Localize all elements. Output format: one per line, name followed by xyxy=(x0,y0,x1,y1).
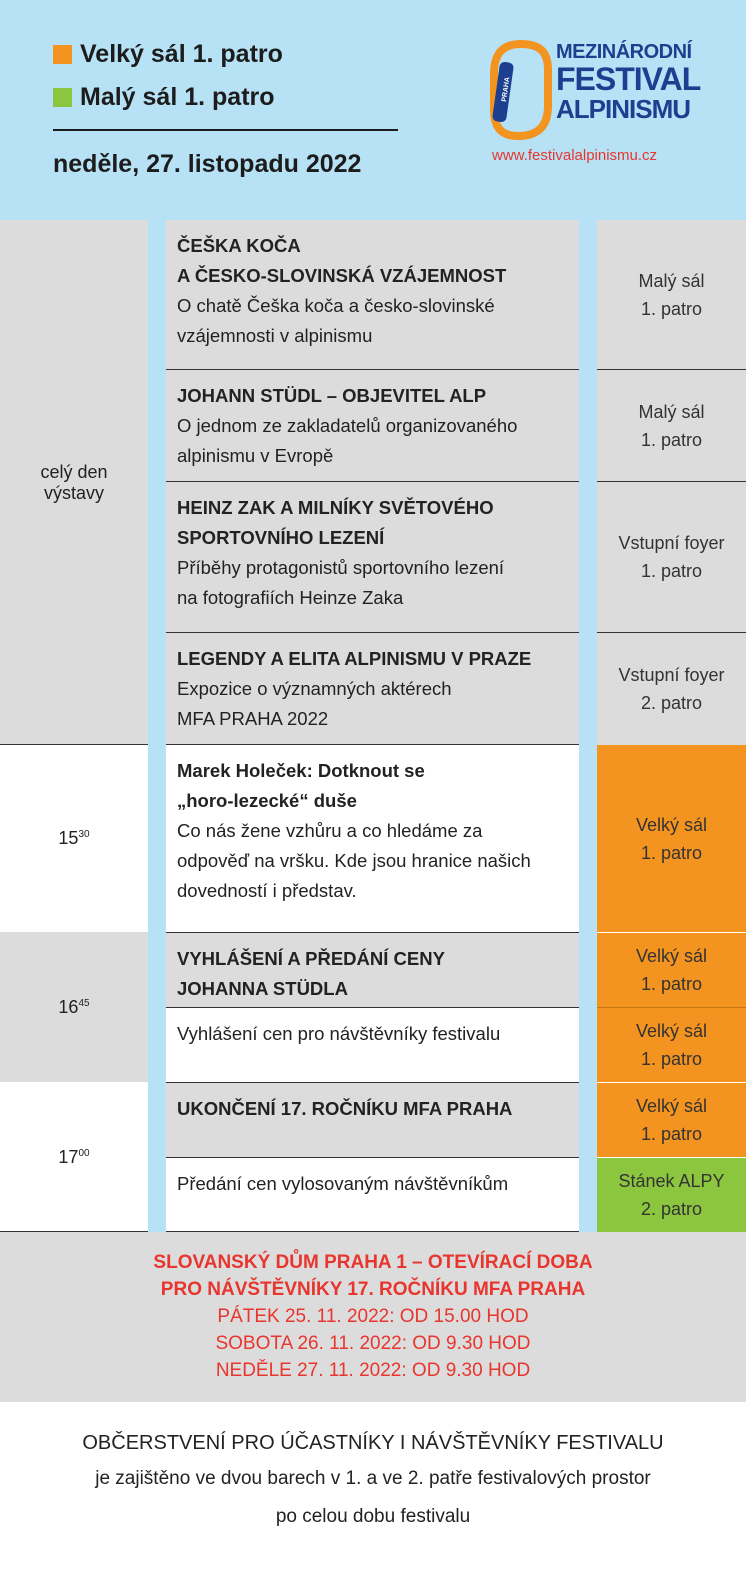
event-description: na fotografiích Heinze Zaka xyxy=(177,587,404,608)
divider xyxy=(53,129,398,131)
legend-label: Malý sál 1. patro xyxy=(80,83,275,111)
opening-hours-notice xyxy=(0,1232,746,1402)
event-description: Příběhy protagonistů sportovního lezení xyxy=(177,557,505,578)
location-line: Stánek ALPY xyxy=(618,1171,725,1191)
event-title: LEGENDY A ELITA ALPINISMU V PRAZE xyxy=(177,648,532,669)
column-gap xyxy=(148,220,166,1232)
refreshments-footer xyxy=(0,1402,746,1579)
green-swatch xyxy=(53,88,72,107)
event-title: „horo-lezecké“ duše xyxy=(177,790,357,811)
event-description: O jednom ze zakladatelů organizovaného xyxy=(177,415,518,436)
event-description: Expozice o významných aktérech xyxy=(177,678,452,699)
event-description: alpinismu v Evropě xyxy=(177,445,334,466)
footer-text: je zajištěno ve dvou barech v 1. a ve 2. patře festivalových prostor xyxy=(95,1468,651,1489)
location-line: 1. patro xyxy=(640,430,703,450)
location-line: Malý sál xyxy=(638,402,705,422)
location-line: 1. patro xyxy=(640,299,703,319)
event-title: Marek Holeček: Dotknout se xyxy=(177,760,425,781)
program-item xyxy=(166,933,579,1007)
event-description: Co nás žene vzhůru a co hledáme za xyxy=(177,820,483,841)
program-item xyxy=(166,1158,579,1232)
opening-hours-line: SOBOTA 26. 11. 2022: OD 9.30 HOD xyxy=(215,1333,531,1354)
notice-heading: PRO NÁVŠTĚVNÍKY 17. ROČNÍKU MFA PRAHA xyxy=(160,1279,586,1300)
time-hour: 15 xyxy=(58,828,79,848)
legend-item-small-hall xyxy=(53,83,275,112)
location-cell xyxy=(597,220,746,370)
location-line: 1. patro xyxy=(640,842,703,863)
header xyxy=(0,0,746,220)
festival-logo xyxy=(490,40,701,145)
opening-hours-line: NEDĚLE 27. 11. 2022: OD 9.30 HOD xyxy=(215,1360,531,1381)
program-item xyxy=(166,1083,579,1157)
event-description: odpověď na vršku. Kde jsou hranice našich xyxy=(177,850,531,871)
event-description: O chatě Češka koča a česko-slovinské xyxy=(177,295,495,316)
exhibition-item xyxy=(166,220,579,370)
location-line: Velký sál xyxy=(635,946,708,966)
event-date: neděle, 27. listopadu 2022 xyxy=(53,150,362,178)
time-minutes: 45 xyxy=(78,997,90,1009)
location-cell xyxy=(597,1008,746,1082)
exhibition-item xyxy=(166,370,579,482)
location-line: Velký sál xyxy=(635,1021,708,1041)
event-description: dovedností i představ. xyxy=(177,880,357,901)
event-title: HEINZ ZAK A MILNÍKY SVĚTOVÉHO xyxy=(177,497,494,518)
logo-line-3: ALPINISMU xyxy=(556,94,690,124)
location-line: Velký sál xyxy=(635,814,708,835)
time-hour: 17 xyxy=(58,1146,79,1167)
event-description: Vyhlášení cen pro návštěvníky festivalu xyxy=(177,1023,501,1044)
footer-heading: OBČERSTVENÍ PRO ÚČASTNÍKY I NÁVŠTĚVNÍKY FESTIVALU xyxy=(82,1432,664,1454)
location-line: 2. patro xyxy=(640,693,703,713)
time-label-line: výstavy xyxy=(43,482,104,503)
carabiner-icon xyxy=(490,40,552,140)
event-title: ČEŠKA KOČA xyxy=(177,235,301,256)
program-item xyxy=(166,1008,579,1082)
notice-heading: SLOVANSKÝ DŮM PRAHA 1 – OTEVÍRACÍ DOBA xyxy=(153,1252,593,1273)
legend-item-big-hall xyxy=(53,40,283,69)
time-cell-1700 xyxy=(0,1082,148,1232)
time-cell-1530 xyxy=(0,745,148,932)
time-hour: 16 xyxy=(58,996,79,1017)
event-title: VYHLÁŠENÍ A PŘEDÁNÍ CENY xyxy=(177,948,445,969)
legend-label: Velký sál 1. patro xyxy=(80,40,283,68)
location-cell xyxy=(597,1083,746,1157)
time-minutes: 00 xyxy=(78,1147,90,1159)
location-line: 1. patro xyxy=(640,1049,703,1069)
location-cell xyxy=(597,370,746,482)
location-line: 1. patro xyxy=(640,1124,703,1144)
event-title: A ČESKO-SLOVINSKÁ VZÁJEMNOST xyxy=(177,265,507,286)
time-cell-1645 xyxy=(0,932,148,1082)
event-title: UKONČENÍ 17. ROČNÍKU MFA PRAHA xyxy=(177,1098,513,1119)
opening-hours-line: PÁTEK 25. 11. 2022: OD 15.00 HOD xyxy=(217,1306,529,1327)
event-title: SPORTOVNÍHO LEZENÍ xyxy=(177,527,385,548)
time-label-line: celý den xyxy=(40,461,108,482)
event-title: JOHANN STÜDL – OBJEVITEL ALP xyxy=(177,385,487,406)
location-line: Vstupní foyer xyxy=(618,665,725,685)
footer-text: po celou dobu festivalu xyxy=(275,1506,471,1527)
exhibition-item xyxy=(166,482,579,632)
location-cell xyxy=(597,633,746,745)
location-line: 2. patro xyxy=(640,1199,703,1219)
website-link[interactable]: www.festivalalpinismu.cz xyxy=(492,147,658,164)
column-gap xyxy=(579,220,597,1232)
orange-swatch xyxy=(53,45,72,64)
event-description: Předání cen vylosovaným návštěvníkům xyxy=(177,1173,509,1194)
time-minutes: 30 xyxy=(78,829,90,840)
logo-line-1: MEZINÁRODNÍ xyxy=(556,41,692,63)
location-cell xyxy=(597,745,746,932)
event-title: JOHANNA STÜDLA xyxy=(177,978,348,999)
event-description: vzájemnosti v alpinismu xyxy=(177,325,373,346)
location-line: 1. patro xyxy=(640,974,703,994)
exhibition-item xyxy=(166,633,579,745)
logo-badge: PRAHA xyxy=(501,76,512,103)
location-line: Vstupní foyer xyxy=(618,533,725,553)
location-cell xyxy=(597,933,746,1007)
location-line: Malý sál xyxy=(638,271,705,291)
event-description: MFA PRAHA 2022 xyxy=(177,708,329,729)
location-line: Velký sál xyxy=(635,1096,708,1116)
program-item xyxy=(166,745,579,932)
location-cell xyxy=(597,482,746,632)
location-line: 1. patro xyxy=(640,561,703,581)
location-cell xyxy=(597,1158,746,1232)
time-cell-all-day xyxy=(0,220,148,745)
logo-line-2: FESTIVAL xyxy=(556,61,701,97)
logo-text xyxy=(556,42,700,122)
